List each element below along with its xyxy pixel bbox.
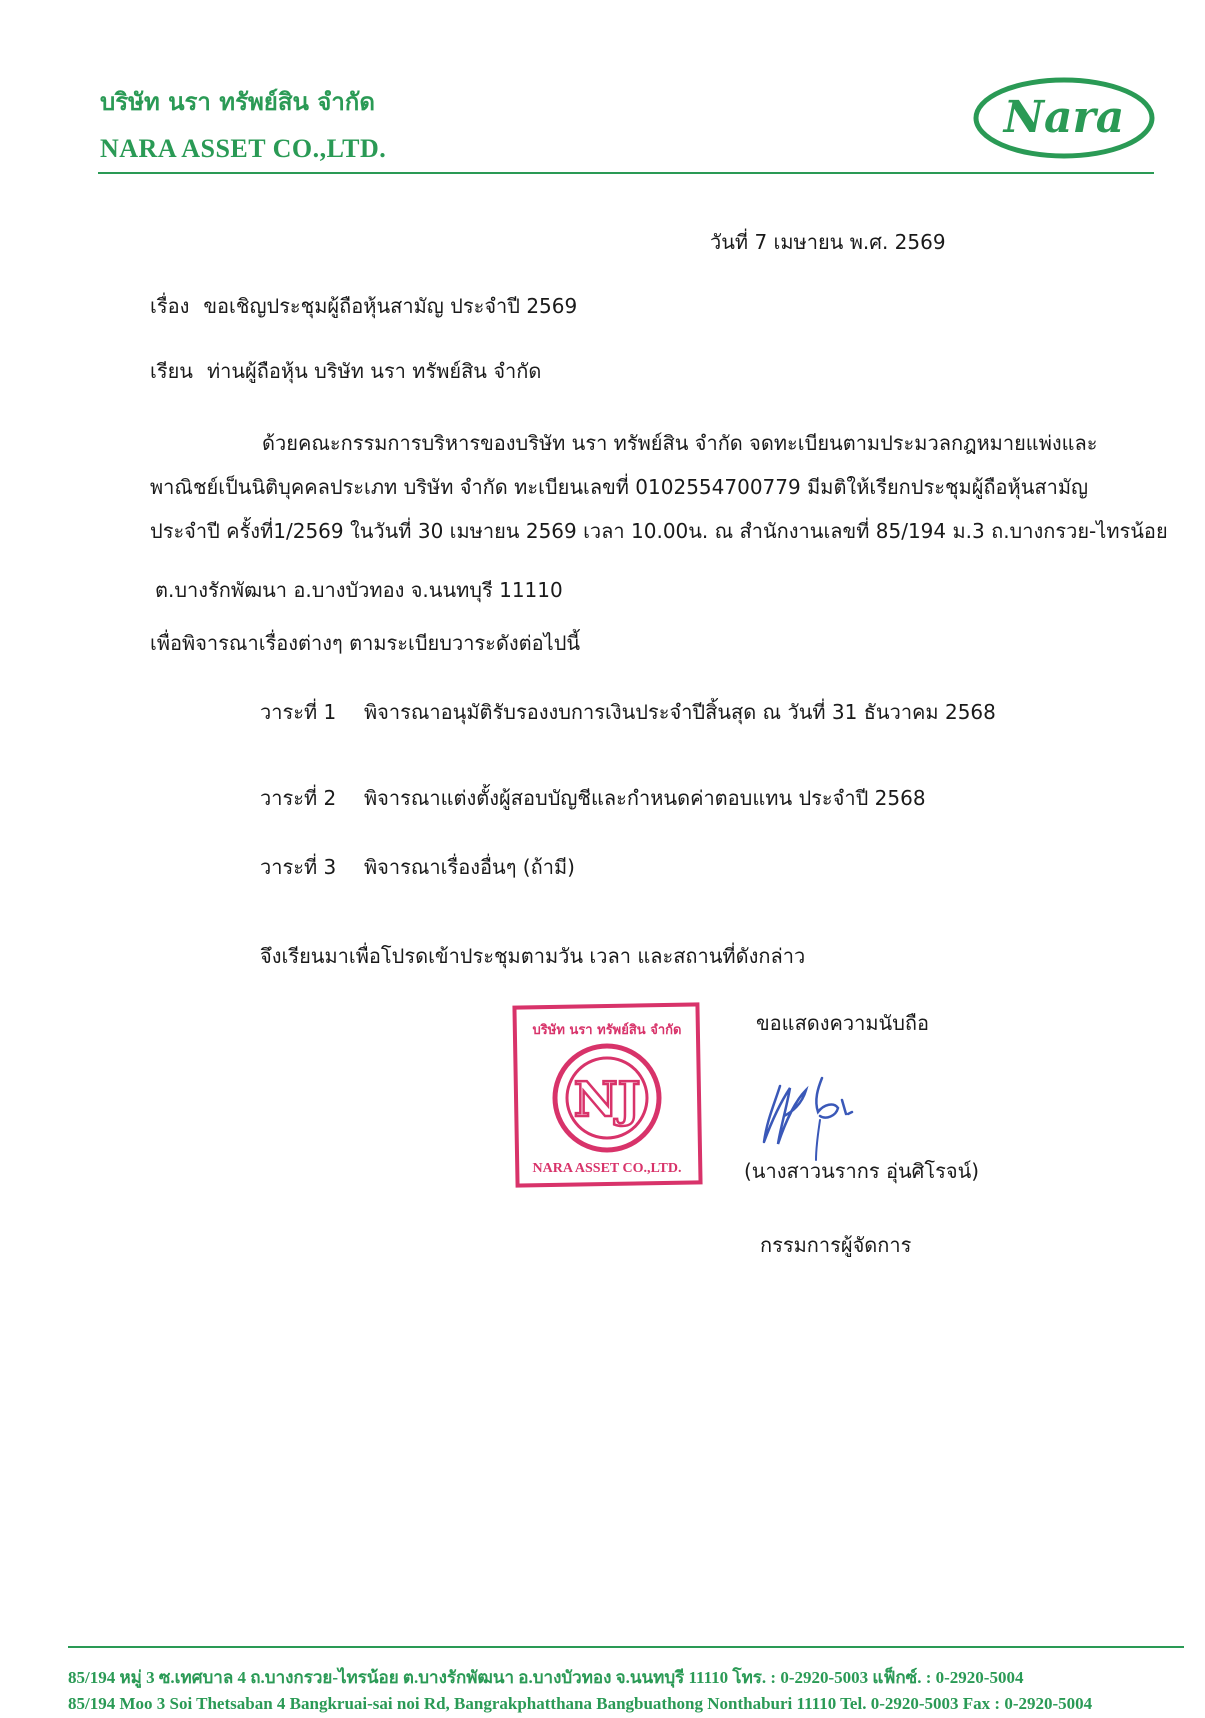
agenda-item [260,702,996,722]
recipient-label: เรียน [150,359,193,383]
handwritten-signature [752,1060,882,1170]
body-line-2: พาณิชย์เป็นนิติบุคคลประเภท บริษัท จำกัด ทะเบียนเลขที่ 0102554700779 มีมติให้เรียกประชุมผู้ถือหุ้นสามัญ [150,475,1089,499]
agenda-item [260,857,575,877]
subject-label: เรื่อง [150,294,190,318]
stamp-monogram: NJ [573,1072,641,1128]
agenda-text: พิจารณาแต่งตั้งผู้สอบบัญชีและกำหนดค่าตอบแทน ประจำปี 2568 [364,786,926,810]
agenda-number: วาระที่ 3 [260,855,337,879]
agenda-item [260,788,926,808]
body-line-5: เพื่อพิจารณาเรื่องต่างๆ ตามระเบียบวาระดังต่อไปนี้ [150,631,581,655]
signatory-position: กรรมการผู้จัดการ [760,1233,912,1257]
stamp-top-text: บริษัท นรา ทรัพย์สิน จำกัด [532,1023,682,1038]
body-line-1: ด้วยคณะกรรมการบริหารของบริษัท นรา ทรัพย์สิน จำกัด จดทะเบียนตามประมวลกฎหมายแพ่งและ [262,431,1098,455]
stamp-bottom-text: NARA ASSET CO.,LTD. [532,1161,682,1176]
footer-address-thai: 85/194 หมู่ 3 ซ.เทศบาล 4 ถ.บางกรวย-ไทรน้อย ต.บางรักพัฒนา อ.บางบัวทอง จ.นนทบุรี 11110 โทร. : 0-2920-5003 แฟ็กซ์. : 0-2920-5004 [68,1668,1024,1687]
agenda-text: พิจารณาเรื่องอื่นๆ (ถ้ามี) [364,855,575,879]
signatory-name: (นางสาวนรากร อุ่นศิโรจน์) [744,1159,980,1183]
closing-line: จึงเรียนมาเพื่อโปรดเข้าประชุมตามวัน เวลา และสถานที่ดังกล่าว [260,944,806,968]
recipient-line [150,361,541,381]
body-line-4: ต.บางรักพัฒนา อ.บางบัวทอง จ.นนทบุรี 11110 [155,578,563,602]
subject-line [150,296,577,316]
company-stamp [510,1000,705,1190]
body-line-3: ประจำปี ครั้งที่1/2569 ในวันที่ 30 เมษายน 2569 เวลา 10.00น. ณ สำนักงานเลขที่ 85/194 ม.3 ถ.บางกรวย-ไทรน้อย [150,519,1168,543]
company-name-thai: บริษัท นรา ทรัพย์สิน จำกัด [100,88,375,116]
footer-divider [68,1646,1184,1648]
regards-text: ขอแสดงความนับถือ [756,1011,930,1035]
agenda-text: พิจารณาอนุมัติรับรองงบการเงินประจำปีสิ้นสุด ณ วันที่ 31 ธันวาคม 2568 [364,700,996,724]
footer-address-english: 85/194 Moo 3 Soi Thetsaban 4 Bangkruai-sai noi Rd, Bangrakphatthana Bangbuathong Nonthaburi 11110 Tel. 0-2920-5003 Fax : 0-2920-5004 [68,1694,1093,1713]
header-divider [98,172,1154,174]
agenda-number: วาระที่ 2 [260,786,337,810]
letter-date: วันที่ 7 เมษายน พ.ศ. 2569 [710,230,946,254]
logo-text: Nara [1003,92,1125,143]
subject-text: ขอเชิญประชุมผู้ถือหุ้นสามัญ ประจำปี 2569 [203,294,578,318]
nara-logo [970,72,1158,164]
agenda-number: วาระที่ 1 [260,700,337,724]
recipient-text: ท่านผู้ถือหุ้น บริษัท นรา ทรัพย์สิน จำกัด [206,359,542,383]
company-name-english: NARA ASSET CO.,LTD. [100,134,387,163]
